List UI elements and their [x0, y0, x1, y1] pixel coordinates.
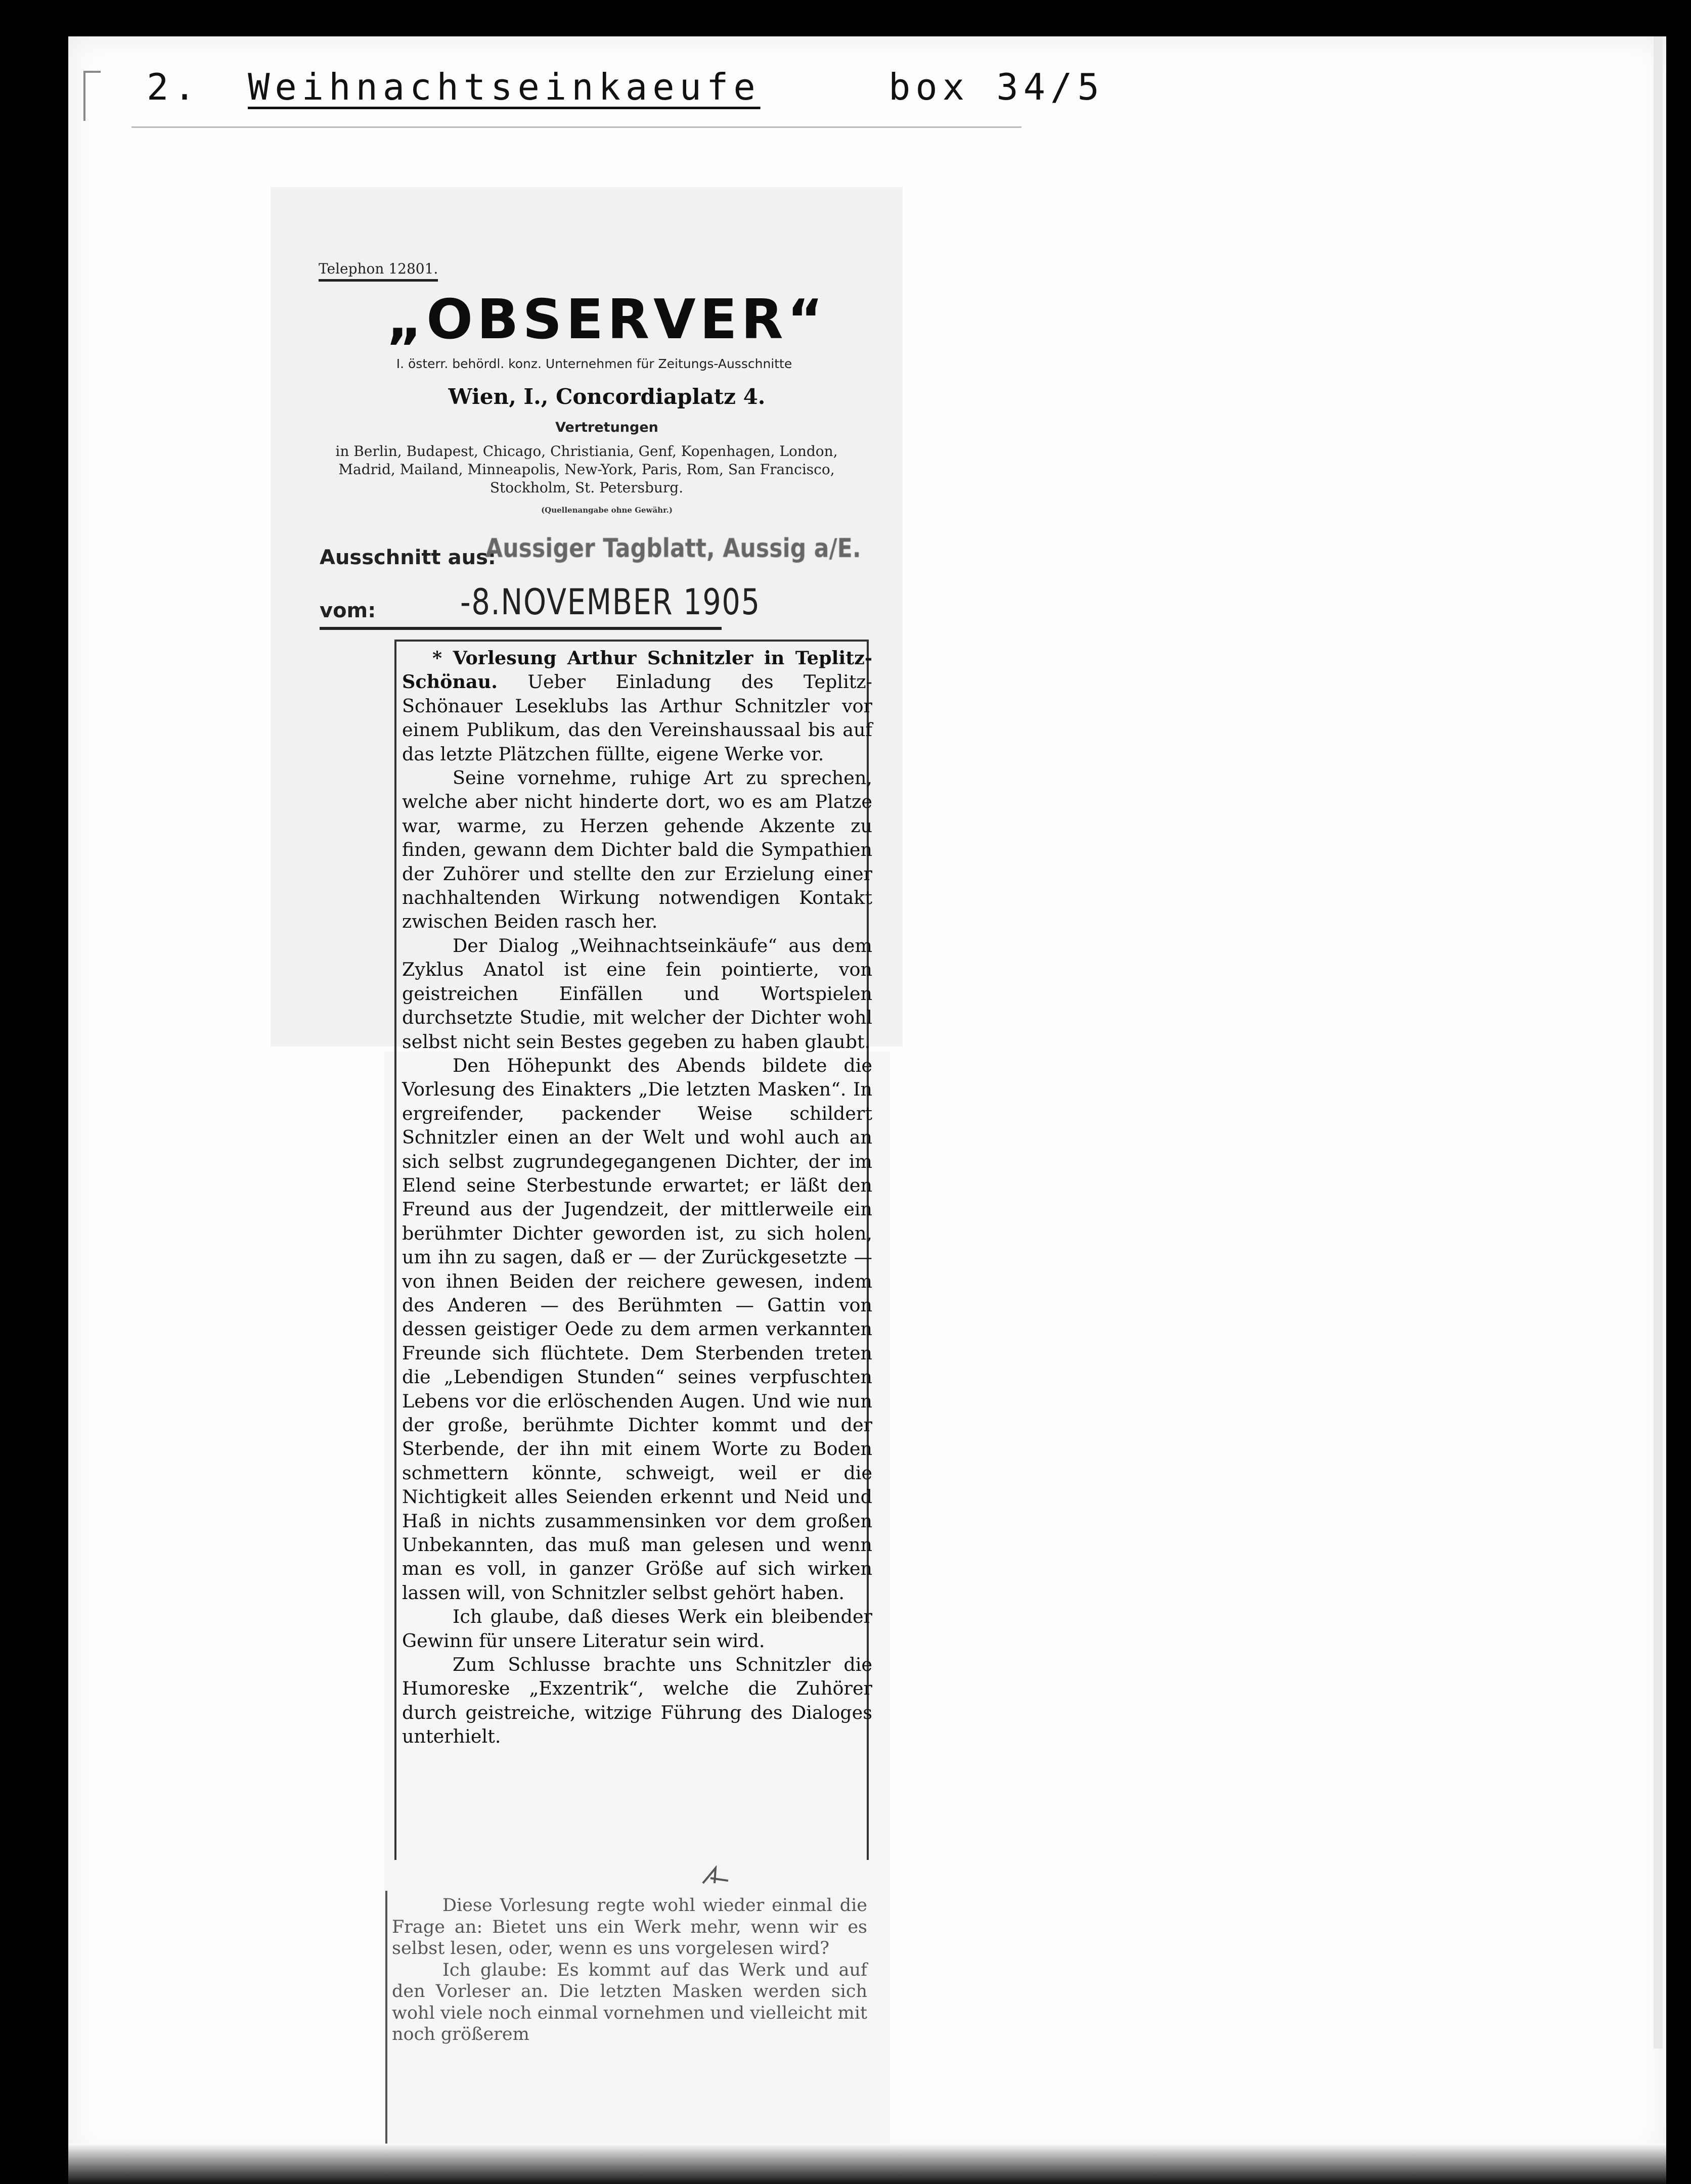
- article-body-lower: [392, 1895, 867, 2045]
- pencil-mark: [700, 1866, 731, 1886]
- scan-bottom-edge: [68, 2144, 1666, 2184]
- agency-note: (Quellenangabe ohne Gewähr.): [541, 506, 673, 515]
- corner-mark: [83, 71, 101, 121]
- article-paragraph: Seine vornehme, ruhige Art zu sprechen, welche aber nicht hinderte dort, wo es am Platze war, warme, zu Herzen gehende Akzente zu finden, gewann dem Dichter bald die Sympathien der Zuhörer und stellte den zur Erzielung einer nachhaltenden Wirkung notwendigen Kontakt zwischen Beiden rasch her.: [402, 767, 872, 933]
- archive-box: box 34/5: [888, 66, 1104, 108]
- archive-header: [147, 66, 1104, 108]
- article-paragraph: Ich glaube, daß dieses Werk ein bleibender Gewinn für unsere Literatur sein wird.: [402, 1606, 872, 1652]
- article-paragraph: Diese Vorlesung regte wohl wieder einmal die Frage an: Bietet uns ein Werk mehr, wenn wir es selbst lesen, oder, wenn es uns vorgelesen wird?: [392, 1895, 867, 1959]
- agency-subtitle: I. österr. behördl. konz. Unternehmen für Zeitungs-Ausschnitte: [396, 356, 792, 371]
- archive-title: Weihnachtseinkaeufe: [248, 66, 761, 108]
- article-paragraph: Der Dialog „Weihnachtseinkäufe“ aus dem Zyklus Anatol ist eine fein pointierte, von geistreichen Einfällen und Wortspielen durchsetzte Studie, mit welcher der Dichter wohl selbst nicht sein Bestes gegeben zu haben glaubt.: [402, 934, 872, 1053]
- article-paragraph: Ich glaube: Es kommt auf das Werk und auf den Vorleser an. Die letzten Masken werden sich wohl viele noch einmal vornehmen und vielleicht mit noch größerem: [392, 1960, 867, 2044]
- agency-telephone: Telephon 12801.: [319, 260, 438, 282]
- agency-vertretungen: Vertretungen: [555, 420, 658, 435]
- agency-name: „OBSERVER“: [386, 288, 827, 351]
- date-stamp: -8.NOVEMBER 1905: [460, 581, 761, 623]
- agency-cities: in Berlin, Budapest, Chicago, Christiania, Genf, Kopenhagen, London, Madrid, Mailand, Minneapolis, New-York, Paris, Rom, San Francisco, Stockholm, St. Petersburg.: [335, 443, 838, 496]
- date-underline: [320, 627, 722, 630]
- source-stamp: Aussiger Tagblatt, Aussig a/E.: [485, 533, 861, 564]
- date-label: vom:: [320, 599, 376, 622]
- article-text: Ueber Einladung des Teplitz-Schönauer Leseklubs las Arthur Schnitzler vor einem Publikum, das den Vereinshaussaal bis auf das letzte Plätzchen füllte, eigene Werke vor.: [402, 671, 872, 765]
- article-paragraph: [402, 646, 872, 766]
- agency-address: Wien, I., Concordiaplatz 4.: [448, 384, 766, 409]
- article-paragraph: Zum Schlusse brachte uns Schnitzler die Humoreske „Exzentrik“, welche die Zuhörer durch geistreiche, witzige Führung des Dialoges unterhielt.: [402, 1654, 872, 1748]
- sheet-edge: [1654, 36, 1663, 2049]
- article-body: [402, 646, 872, 1749]
- article-lead: * Vorlesung Arthur Schnitzler in Teplitz-Schönau.: [402, 647, 872, 693]
- source-label: Ausschnitt aus:: [320, 546, 496, 569]
- header-rule: [131, 126, 1021, 128]
- archive-number: 2.: [147, 66, 201, 108]
- article-paragraph: Den Höhepunkt des Abends bildete die Vorlesung des Einakters „Die letzten Masken“. In ergreifender, packender Weise schildert Schnitzler einen an der Welt und wohl auch an sich selbst zugrundegegangenen Dichter, der im Elend seine Sterbestunde erwartet; er läßt den Freund aus der Jugendzeit, der mittlerweile ein berühmter Dichter geworden ist, zu sich holen, um ihn zu sagen, daß er — der Zurückgesetzte — von ihnen Beiden der reichere gewesen, indem des Anderen — des Berühmten — Gattin von dessen geistiger Oede zu dem armen verkannten Freunde sich flüchtete. Dem Sterbenden treten die „Lebendigen Stunden“ seines verpfuschten Lebens vor die erlöschenden Augen. Und wie nun der große, berühmte Dichter kommt und der Sterbende, der ihn mit einem Worte zu Boden schmettern könnte, schweigt, weil er die Nichtigkeit alles Seienden erkennt und Neid und Haß in nichts zusammensinken vor dem großen Unbekannten, das muß man gelesen und wenn man es voll, in ganzer Größe auf sich wirken lassen will, von Schnitzler selbst gehört haben.: [402, 1054, 872, 1604]
